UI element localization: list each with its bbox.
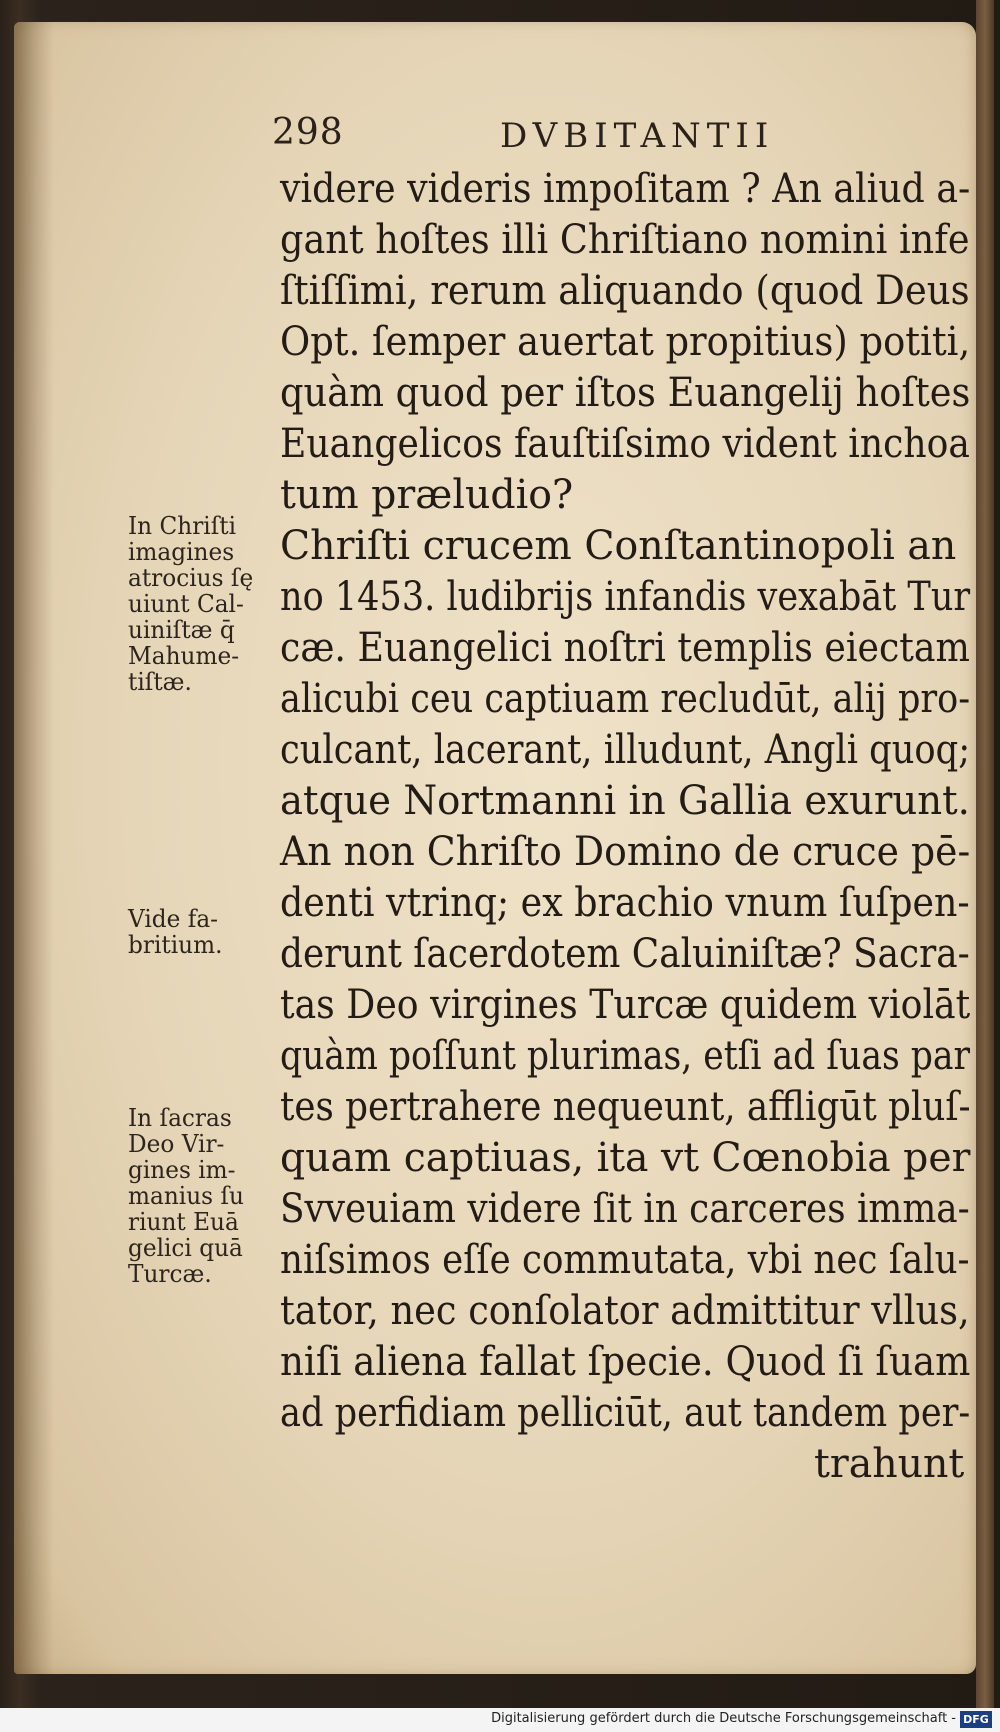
page-gutter-shadow (14, 22, 54, 1674)
running-title: DVBITANTII (500, 116, 775, 156)
text-line: no 1453. ludibrijs infandis vexabāt Tur (280, 574, 971, 620)
margin-note-line: britium. (128, 931, 223, 959)
text-line: ſtiſſimi, rerum aliquando (quod Deus (280, 268, 970, 314)
margin-note (128, 906, 278, 958)
margin-note (128, 513, 278, 695)
text-line: denti vtrinq; ex brachio vnum ſuſpen- (280, 880, 970, 926)
text-line: quàm poſſunt plurimas, etſi ad ſuas par (280, 1033, 971, 1079)
text-line: An non Chriſto Domino de cruce pē- (280, 829, 971, 875)
margin-note-line: tiſtæ. (128, 668, 192, 696)
margin-note-line: uiunt Cal- (128, 590, 244, 618)
text-line: tum præludio? (280, 472, 574, 518)
text-line: quàm quod per iſtos Euangelij hoſtes (280, 370, 971, 416)
text-line: gant hoſtes illi Chriſtiano nomini infe (280, 217, 970, 263)
text-line: Svveuiam videre ſit in carceres imma- (280, 1186, 970, 1232)
margin-note-line: gelici quā (128, 1234, 243, 1262)
margin-note-line: riunt Euā (128, 1208, 239, 1236)
page-number: 298 (272, 112, 344, 153)
margin-note-line: Turcæ. (128, 1260, 212, 1288)
text-line: Chriſti crucem Conſtantinopoli an (280, 523, 957, 569)
dfg-logo[interactable]: DFG (960, 1711, 992, 1728)
digitization-footer (0, 1708, 1000, 1732)
margin-note-line: In ſacras (128, 1104, 232, 1132)
text-line: atque Nortmanni in Gallia exurunt. (280, 778, 970, 824)
running-head (0, 112, 1000, 162)
margin-note-line: atrocius ſę (128, 564, 254, 592)
text-line: Opt. ſemper auertat propitius) potiti, (280, 319, 971, 365)
text-line: culcant, lacerant, illudunt, Angli quoq; (280, 727, 971, 773)
text-line: alicubi ceu captiuam recludūt, alij pro- (280, 676, 971, 722)
margin-note-line: Mahume- (128, 642, 240, 670)
text-line: tator, nec conſolator admittitur vllus, (280, 1288, 970, 1334)
catchword: trahunt (814, 1441, 965, 1487)
funding-credit: Digitalisierung gefördert durch die Deutsche Forschungsgemeinschaft - (491, 1711, 956, 1726)
margin-note (128, 1105, 278, 1287)
text-line: derunt ſacerdotem Caluiniſtæ? Sacra- (280, 931, 970, 977)
text-line: Euangelicos fauſtiſsimo vident inchoa (280, 421, 970, 467)
margin-note-line: Deo Vir- (128, 1130, 225, 1158)
text-line: videre videris impoſitam ? An aliud a- (280, 166, 971, 212)
margin-note-line: imagines (128, 538, 235, 566)
margin-note-line: In Chriſti (128, 512, 237, 540)
margin-note-line: manius ſu (128, 1182, 244, 1210)
text-line: cæ. Euangelici noſtri templis eiectam (280, 625, 970, 671)
margin-note-line: uiniſtæ q̄ (128, 616, 235, 644)
text-line: quam captiuas, ita vt Cœnobia per (280, 1135, 971, 1181)
text-line: niſsimos eſſe commutata, vbi nec ſalu- (280, 1237, 970, 1283)
text-line: niſi aliena fallat ſpecie. Quod ſi ſuam (280, 1339, 971, 1385)
margin-note-line: Vide fa- (128, 905, 219, 933)
main-text-block (280, 164, 980, 1490)
text-line: tas Deo virgines Turcæ quidem violāt (280, 982, 971, 1028)
text-line: ad perfidiam pelliciūt, aut tandem per- (280, 1390, 971, 1436)
text-line: tes pertrahere nequeunt, affligūt pluſ- (280, 1084, 971, 1130)
margin-note-line: gines im- (128, 1156, 236, 1184)
